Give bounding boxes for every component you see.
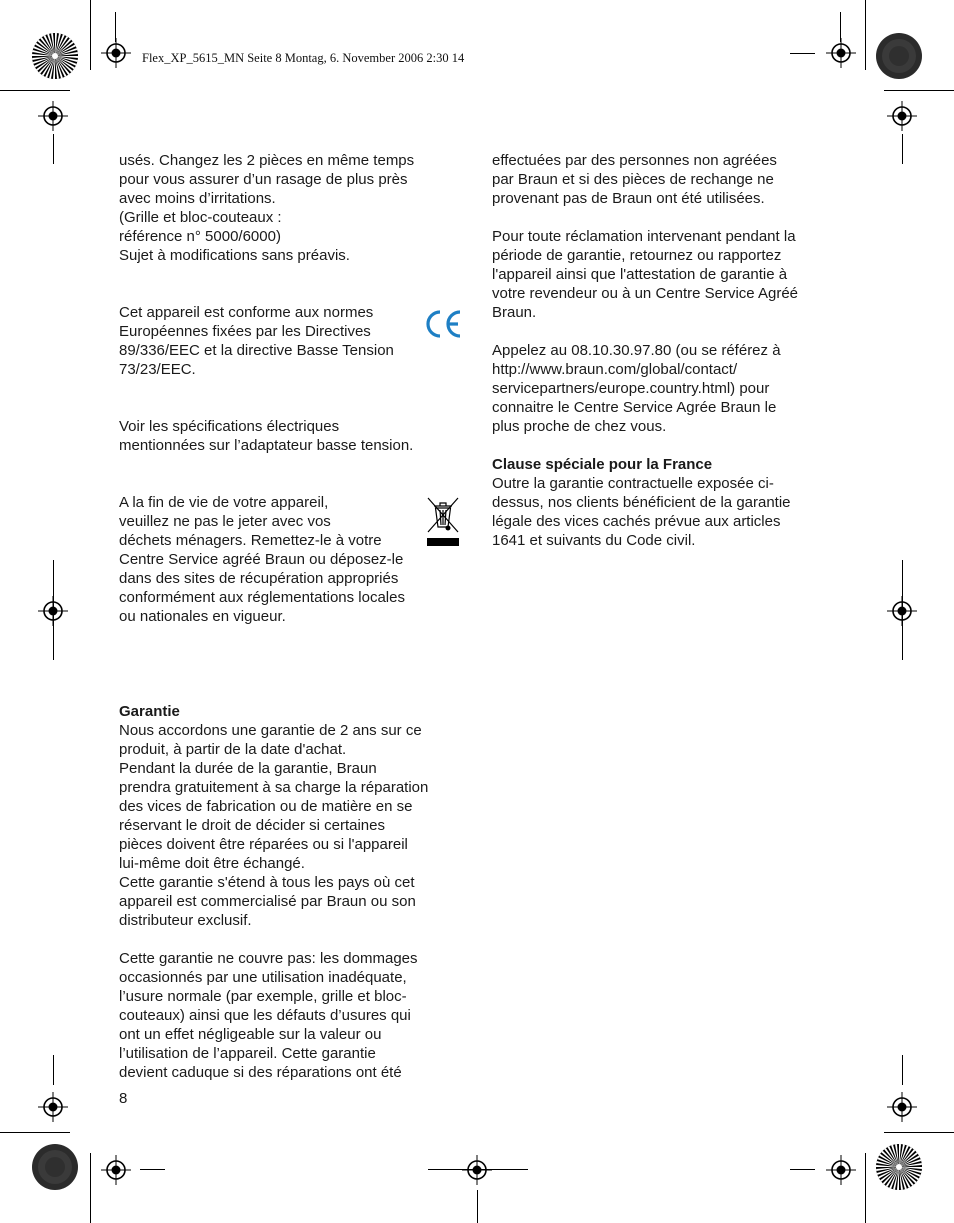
- exclusion-paragraph: [119, 949, 464, 1082]
- text-line: prendra gratuitement à sa charge la réparation: [119, 779, 429, 796]
- text-line: provenant pas de Braun ont été utilisées.: [492, 190, 765, 207]
- text-line: Braun.: [492, 304, 537, 321]
- continuation-paragraph: [492, 151, 837, 208]
- disposal-paragraph: [119, 493, 464, 626]
- text-line: légale des vices cachés prévue aux articles: [492, 513, 781, 530]
- print-slug: Flex_XP_5615_MN Seite 8 Montag, 6. November 2006 2:30 14: [142, 51, 465, 65]
- text-line: Cette garantie ne couvre pas: les dommages: [119, 950, 418, 967]
- text-line: 73/23/EEC.: [119, 361, 196, 378]
- claim-paragraph: [492, 227, 837, 322]
- text-line: Pendant la durée de la garantie, Braun: [119, 760, 377, 777]
- warranty-paragraph: [119, 721, 464, 930]
- text-line: Cet appareil est conforme aux normes: [119, 304, 374, 321]
- text-line: référence n° 5000/6000): [119, 228, 281, 245]
- color-bar-rosette-icon: [875, 1143, 923, 1191]
- text-line: devient caduque si des réparations ont été: [119, 1064, 402, 1081]
- text-line: 1641 et suivants du Code civil.: [492, 532, 696, 549]
- clause-heading: Clause spéciale pour la France: [492, 456, 713, 473]
- text-line: l’usure normale (par exemple, grille et bloc-: [119, 988, 407, 1005]
- crop-mark: [90, 0, 91, 70]
- text-line: A la fin de vie de votre appareil,: [119, 494, 329, 511]
- text-line: Voir les spécifications électriques: [119, 418, 340, 435]
- ce-mark-icon: [422, 307, 464, 341]
- registration-mark-icon: [887, 101, 917, 131]
- crop-mark: [902, 1055, 903, 1085]
- registration-mark-icon: [101, 1155, 131, 1185]
- text-line: l'appareil ainsi que l'attestation de garantie à: [492, 266, 788, 283]
- crop-mark: [902, 134, 903, 164]
- clause-paragraph: [492, 474, 837, 550]
- text-line: usés. Changez les 2 pièces en même temps: [119, 152, 415, 169]
- text-line: période de garantie, retournez ou rapportez: [492, 247, 782, 264]
- crop-mark: [53, 134, 54, 164]
- crop-mark: [840, 12, 841, 42]
- text-line: votre revendeur ou à un Centre Service Agréé: [492, 285, 799, 302]
- text-line: Sujet à modifications sans préavis.: [119, 247, 350, 264]
- text-line: l’utilisation de l’appareil. Cette garantie: [119, 1045, 376, 1062]
- text-line: Cette garantie s'étend à tous les pays où cet: [119, 874, 415, 891]
- text-line: Outre la garantie contractuelle exposée ci-: [492, 475, 774, 492]
- text-line: déchets ménagers. Remettez-le à votre: [119, 532, 382, 549]
- crop-mark: [0, 1132, 70, 1133]
- text-line: Nous accordons une garantie de 2 ans sur ce: [119, 722, 422, 739]
- registration-mark-icon: [826, 1155, 856, 1185]
- text-line: effectuées par des personnes non agréées: [492, 152, 777, 169]
- text-line: (Grille et bloc-couteaux :: [119, 209, 282, 226]
- registration-mark-icon: [101, 38, 131, 68]
- text-line: Centre Service agréé Braun ou déposez-le: [119, 551, 404, 568]
- crop-mark: [53, 560, 54, 660]
- text-line: pour vous assurer d’un rasage de plus près: [119, 171, 408, 188]
- left-column: [119, 151, 464, 1082]
- crop-mark: [865, 1153, 866, 1223]
- text-line: plus proche de chez vous.: [492, 418, 667, 435]
- color-bar-rosette-icon: [31, 32, 79, 80]
- text-line: Européennes fixées par les Directives: [119, 323, 371, 340]
- registration-mark-icon: [826, 38, 856, 68]
- registration-mark-icon: [462, 1155, 492, 1185]
- text-line: distributeur exclusif.: [119, 912, 252, 929]
- text-line: occasionnés par une utilisation inadéquate,: [119, 969, 407, 986]
- crop-mark: [477, 1190, 478, 1223]
- conformity-paragraph: [119, 303, 464, 379]
- registration-mark-icon: [38, 101, 68, 131]
- text-line: appareil est commercialisé par Braun ou son: [119, 893, 416, 910]
- registration-mark-icon: [38, 1092, 68, 1122]
- text-line: avec moins d’irritations.: [119, 190, 276, 207]
- text-line: réservant le droit de décider si certaines: [119, 817, 385, 834]
- text-line: par Braun et si des pièces de rechange ne: [492, 171, 774, 188]
- text-line: lui-même doit être échangé.: [119, 855, 305, 872]
- crop-mark: [428, 1169, 528, 1170]
- crop-mark: [53, 1055, 54, 1085]
- text-line: conformément aux réglementations locales: [119, 589, 405, 606]
- text-line: dans des sites de récupération appropriés: [119, 570, 399, 587]
- crop-mark: [140, 1169, 165, 1170]
- warranty-heading: Garantie: [119, 703, 180, 720]
- text-line: http://www.braun.com/global/contact/: [492, 361, 738, 378]
- right-column: [492, 151, 837, 550]
- crop-mark: [790, 1169, 815, 1170]
- crop-mark: [884, 1132, 954, 1133]
- registration-mark-icon: [887, 1092, 917, 1122]
- text-line: produit, à partir de la date d'achat.: [119, 741, 347, 758]
- replacement-paragraph: [119, 151, 464, 265]
- text-line: servicepartners/europe.country.html) pour: [492, 380, 770, 397]
- text-line: ou nationales en vigueur.: [119, 608, 286, 625]
- crossed-out-bin-icon: [425, 494, 461, 548]
- crop-mark: [884, 90, 954, 91]
- contact-paragraph: [492, 341, 837, 436]
- text-line: Pour toute réclamation intervenant pendant la: [492, 228, 796, 245]
- text-line: couteaux) ainsi que les défauts d’usures qui: [119, 1007, 411, 1024]
- text-line: des vices de fabrication ou de matière en se: [119, 798, 413, 815]
- crop-mark: [790, 53, 815, 54]
- crop-mark: [115, 12, 116, 42]
- text-line: mentionnées sur l’adaptateur basse tension.: [119, 437, 414, 454]
- crop-mark: [90, 1153, 91, 1223]
- text-line: Appelez au 08.10.30.97.80 (ou se référez à: [492, 342, 781, 359]
- color-bar-rosette-icon: [875, 32, 923, 80]
- text-line: 89/336/EEC et la directive Basse Tension: [119, 342, 394, 359]
- text-line: ont un effet négligeable sur la valeur ou: [119, 1026, 382, 1043]
- text-line: veuillez ne pas le jeter avec vos: [119, 513, 331, 530]
- electrical-paragraph: [119, 417, 464, 455]
- crop-mark: [902, 560, 903, 660]
- crop-mark: [0, 90, 70, 91]
- text-line: dessus, nos clients bénéficient de la garantie: [492, 494, 791, 511]
- color-bar-rosette-icon: [31, 1143, 79, 1191]
- page-number: 8: [119, 1090, 128, 1107]
- crop-mark: [865, 0, 866, 70]
- text-line: pièces doivent être réparées ou si l'appareil: [119, 836, 408, 853]
- text-line: connaitre le Centre Service Agrée Braun le: [492, 399, 777, 416]
